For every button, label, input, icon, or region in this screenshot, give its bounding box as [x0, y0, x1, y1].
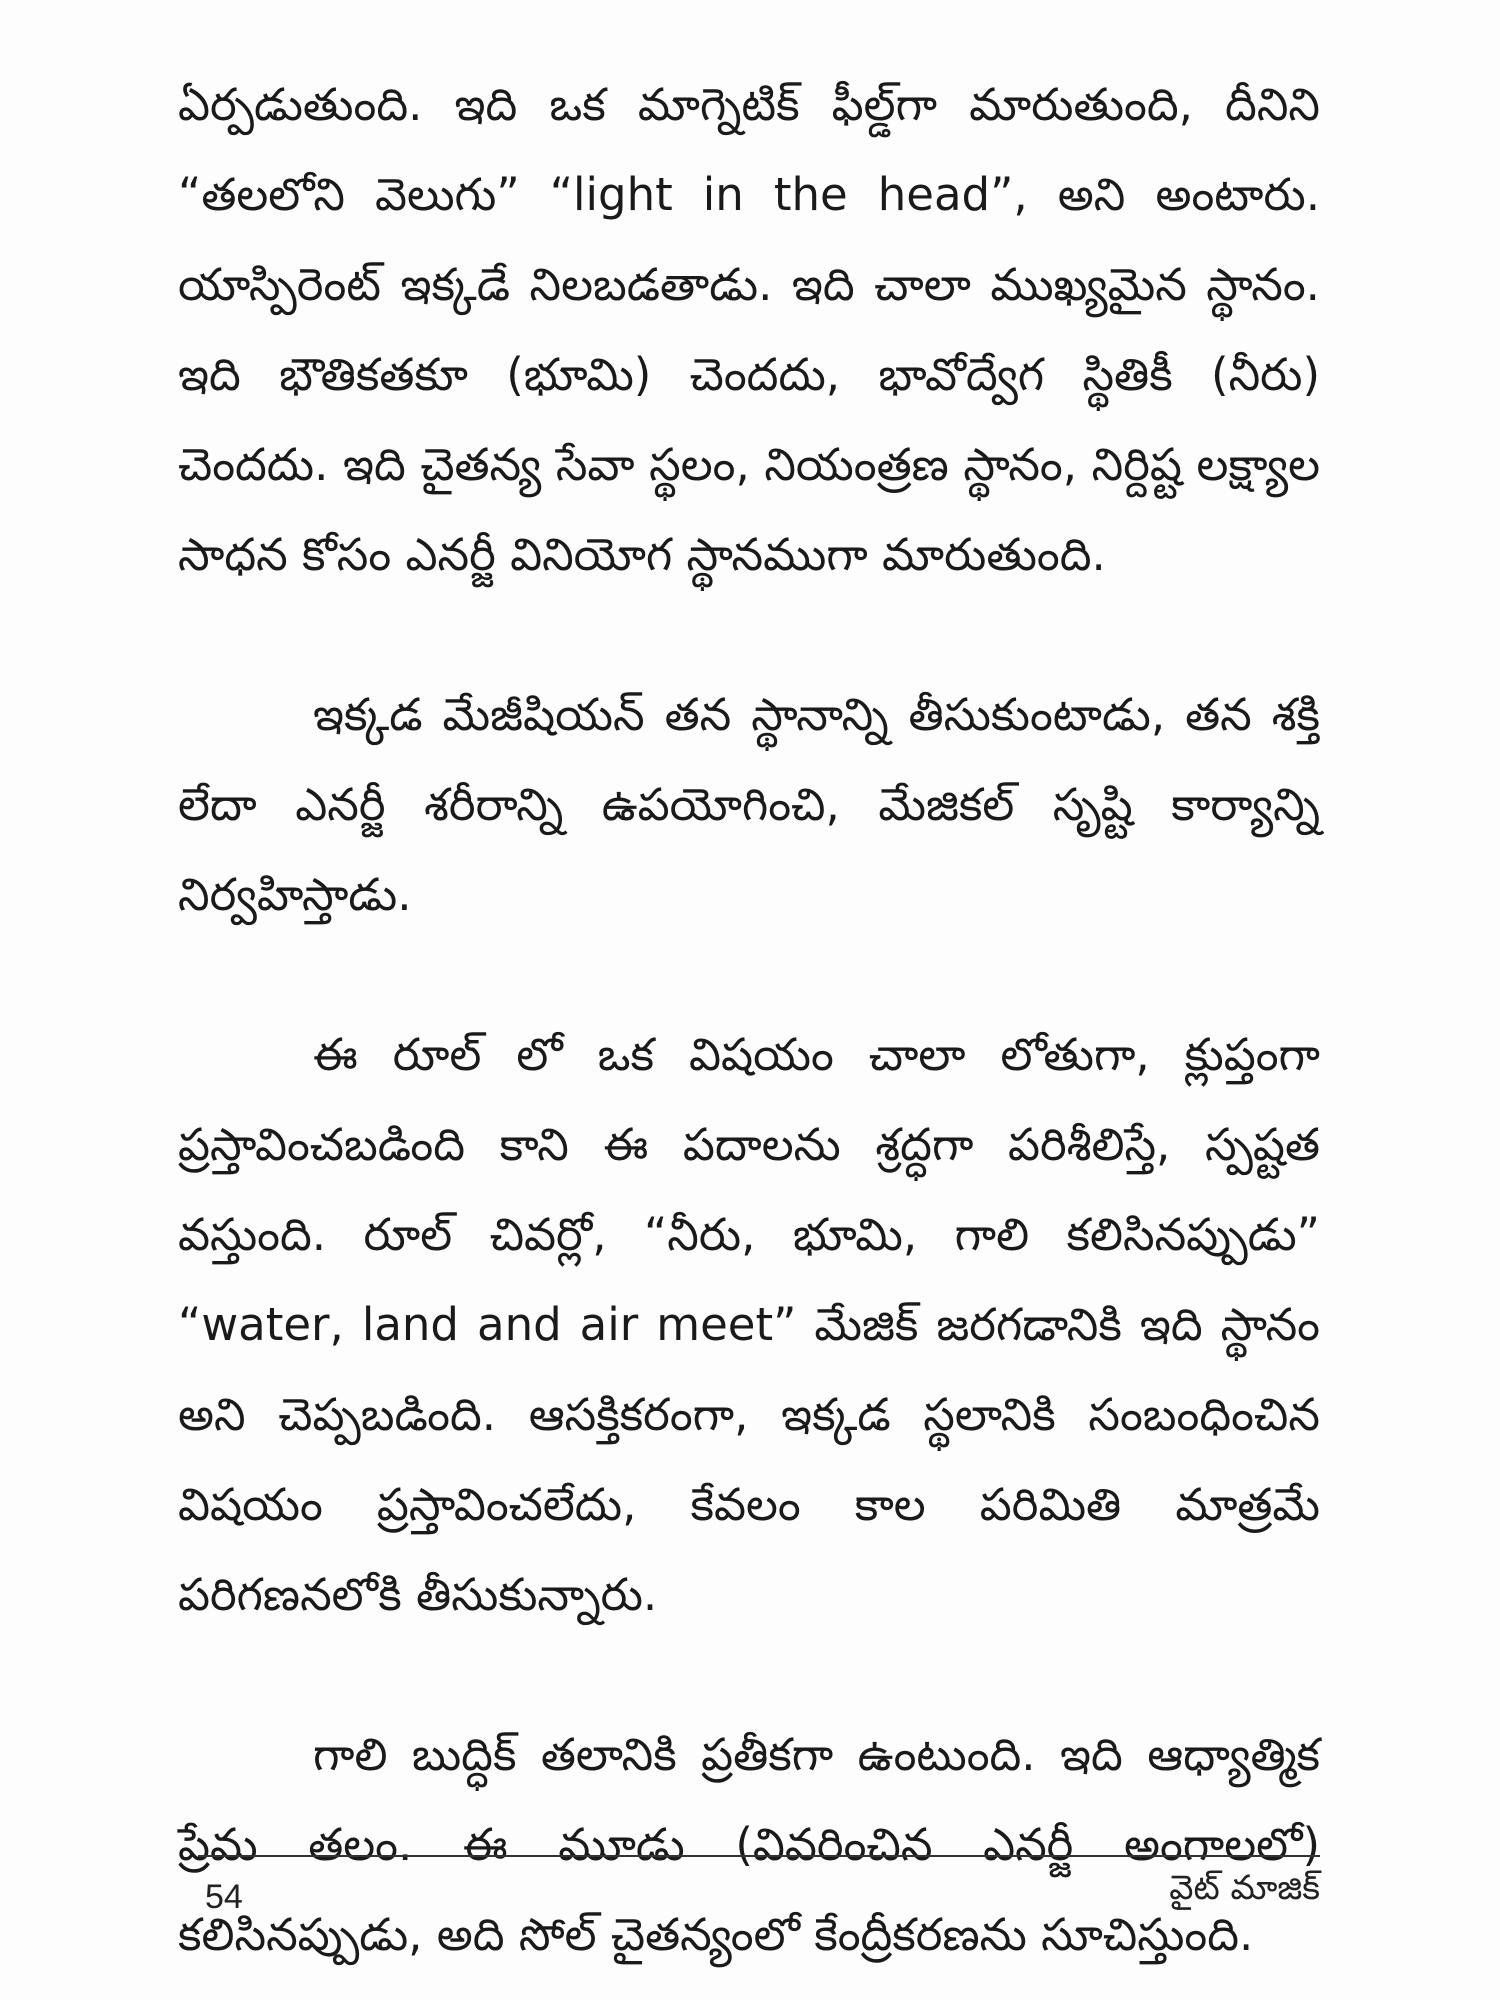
paragraph-2: ఇక్కడ మేజీషియన్ తన స్థానాన్ని తీసుకుంటాడు, తన శక్తి లేదా ఎనర్జీ శరీరాన్ని ఉపయోగించి, మేజికల్ సృష్టి కార్యాన్ని నిర్వహిస్తాడు. [178, 688, 1320, 921]
paragraph-3: ఈ రూల్ లో ఒక విషయం చాలా లోతుగా, క్లుప్తంగా ప్రస్తావించబడింది కాని ఈ పదాలను శ్రద్ధగా పరిశీలిస్తే, స్పష్టత వస్తుంది. రూల్ చివర్లో, “నీరు, భూమి, గాలి కలిసినప్పుడు” “water, land and air meet” మేజిక్ జరగడానికి ఇది స్థానం అని చెప్పబడింది. ఆసక్తికరంగా, ఇక్కడ స్థలానికి సంబంధించిన విషయం ప్రస్తావించలేదు, కేవలం కాల పరిమితి మాత్రమే పరిగణనలోకి తీసుకున్నారు. [178, 1028, 1320, 1621]
page-number: 54 [205, 1878, 243, 1916]
footer-divider [198, 1855, 1320, 1857]
paragraph-4: గాలి బుద్ధిక్ తలానికి ప్రతీకగా ఉంటుంది. ఇది ఆధ్యాత్మిక ప్రేమ తలం. ఈ మూడు (వివరించిన ఎనర్జీ అంగాలలో) కలిసినప్పుడు, అది సోల్ చైతన్యంలో కేంద్రీకరణను సూచిస్తుంది. [178, 1728, 1320, 1961]
running-title: వైట్ మాజిక్ [1169, 1868, 1320, 1908]
body-text [178, 60, 1320, 1980]
paragraph-1: ఏర్పడుతుంది. ఇది ఒక మాగ్నెటిక్ ఫీల్డ్‌గా మారుతుంది, దీనిని “తలలోని వెలుగు” “light in the head”, అని అంటారు. యాస్పిరెంట్ ఇక్కడే నిలబడతాడు. ఇది చాలా ముఖ్యమైన స్థానం. ఇది భౌతికతకూ (భూమి) చెందదు, భావోద్వేగ స్థితికీ (నీరు) చెందదు. ఇది చైతన్య సేవా స్థలం, నియంత్రణ స్థానం, నిర్దిష్ట లక్ష్యాల సాధన కోసం ఎనర్జీ వినియోగ స్థానముగా మారుతుంది. [178, 78, 1320, 581]
